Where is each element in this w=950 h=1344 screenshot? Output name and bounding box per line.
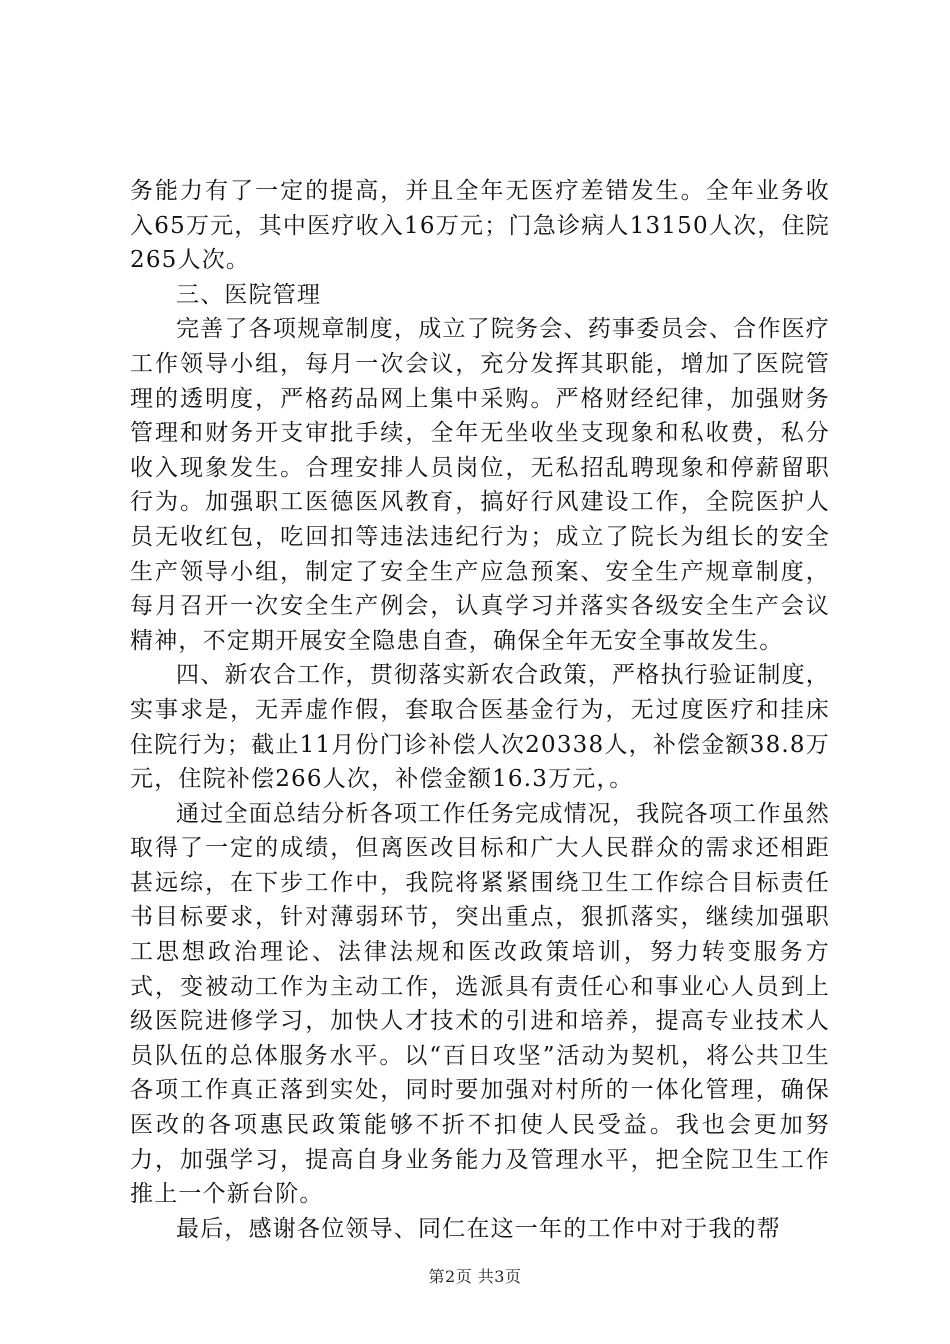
document-body [130, 174, 830, 1246]
paragraph-hospital-management: 完善了各项规章制度，成立了院务会、药事委员会、合作医疗工作领导小组，每月一次会议，充分发挥其职能，增加了医院管理的透明度，严格药品网上集中采购。严格财经纪律，加强财务管理和财务开支审批手续，全年无坐收坐支现象和私收费，私分收入现象发生。合理安排人员岗位，无私招乱聘现象和停薪留职行为。加强职工医德医风教育，搞好行风建设工作，全院医护人员无收红包，吃回扣等违法违纪行为；成立了院长为组长的安全生产领导小组，制定了安全生产应急预案、安全生产规章制度，每月召开一次安全生产例会，认真学习并落实各级安全生产会议精神，不定期开展安全隐患自查，确保全年无安全事故发生。 [130, 316, 830, 654]
paragraph-thanks: 最后，感谢各位领导、同仁在这一年的工作中对于我的帮 [176, 1215, 781, 1242]
page-number-footer: 第2页 共3页 [428, 1267, 522, 1286]
section-heading-hospital-management: 三、医院管理 [176, 281, 322, 308]
paragraph-business-summary: 务能力有了一定的提高，并且全年无医疗差错发生。全年业务收入65万元，其中医疗收入16万元；门急诊病人13150人次，住院265人次。 [130, 178, 830, 274]
paragraph-new-rural-cooperative: 四、新农合工作，贯彻落实新农合政策，严格执行验证制度，实事求是，无弄虚作假，套取合医基金行为，无过度医疗和挂床住院行为；截止11月份门诊补偿人次20338人，补偿金额38.8万元，住院补偿266人次，补偿金额16.3万元，。 [130, 662, 830, 793]
paragraph-summary-and-plans: 通过全面总结分析各项工作任务完成情况，我院各项工作虽然取得了一定的成绩，但离医改目标和广大人民群众的需求还相距甚远综，在下步工作中，我院将紧紧围绕卫生工作综合目标责任书目标要求，针对薄弱环节，突出重点，狠抓落实，继续加强职工思想政治理论、法律法规和医改政策培训，努力转变服务方式，变被动工作为主动工作，选派具有责任心和事业心人员到上级医院进修学习，加快人才技术的引进和培养，提高专业技术人员队伍的总体服务水平。以“百日攻坚”活动为契机，将公共卫生各项工作真正落到实处，同时要加强对村所的一体化管理，确保医改的各项惠民政策能够不折不扣使人民受益。我也会更加努力，加强学习，提高自身业务能力及管理水平，把全院卫生工作推上一个新台阶。 [130, 800, 830, 1208]
